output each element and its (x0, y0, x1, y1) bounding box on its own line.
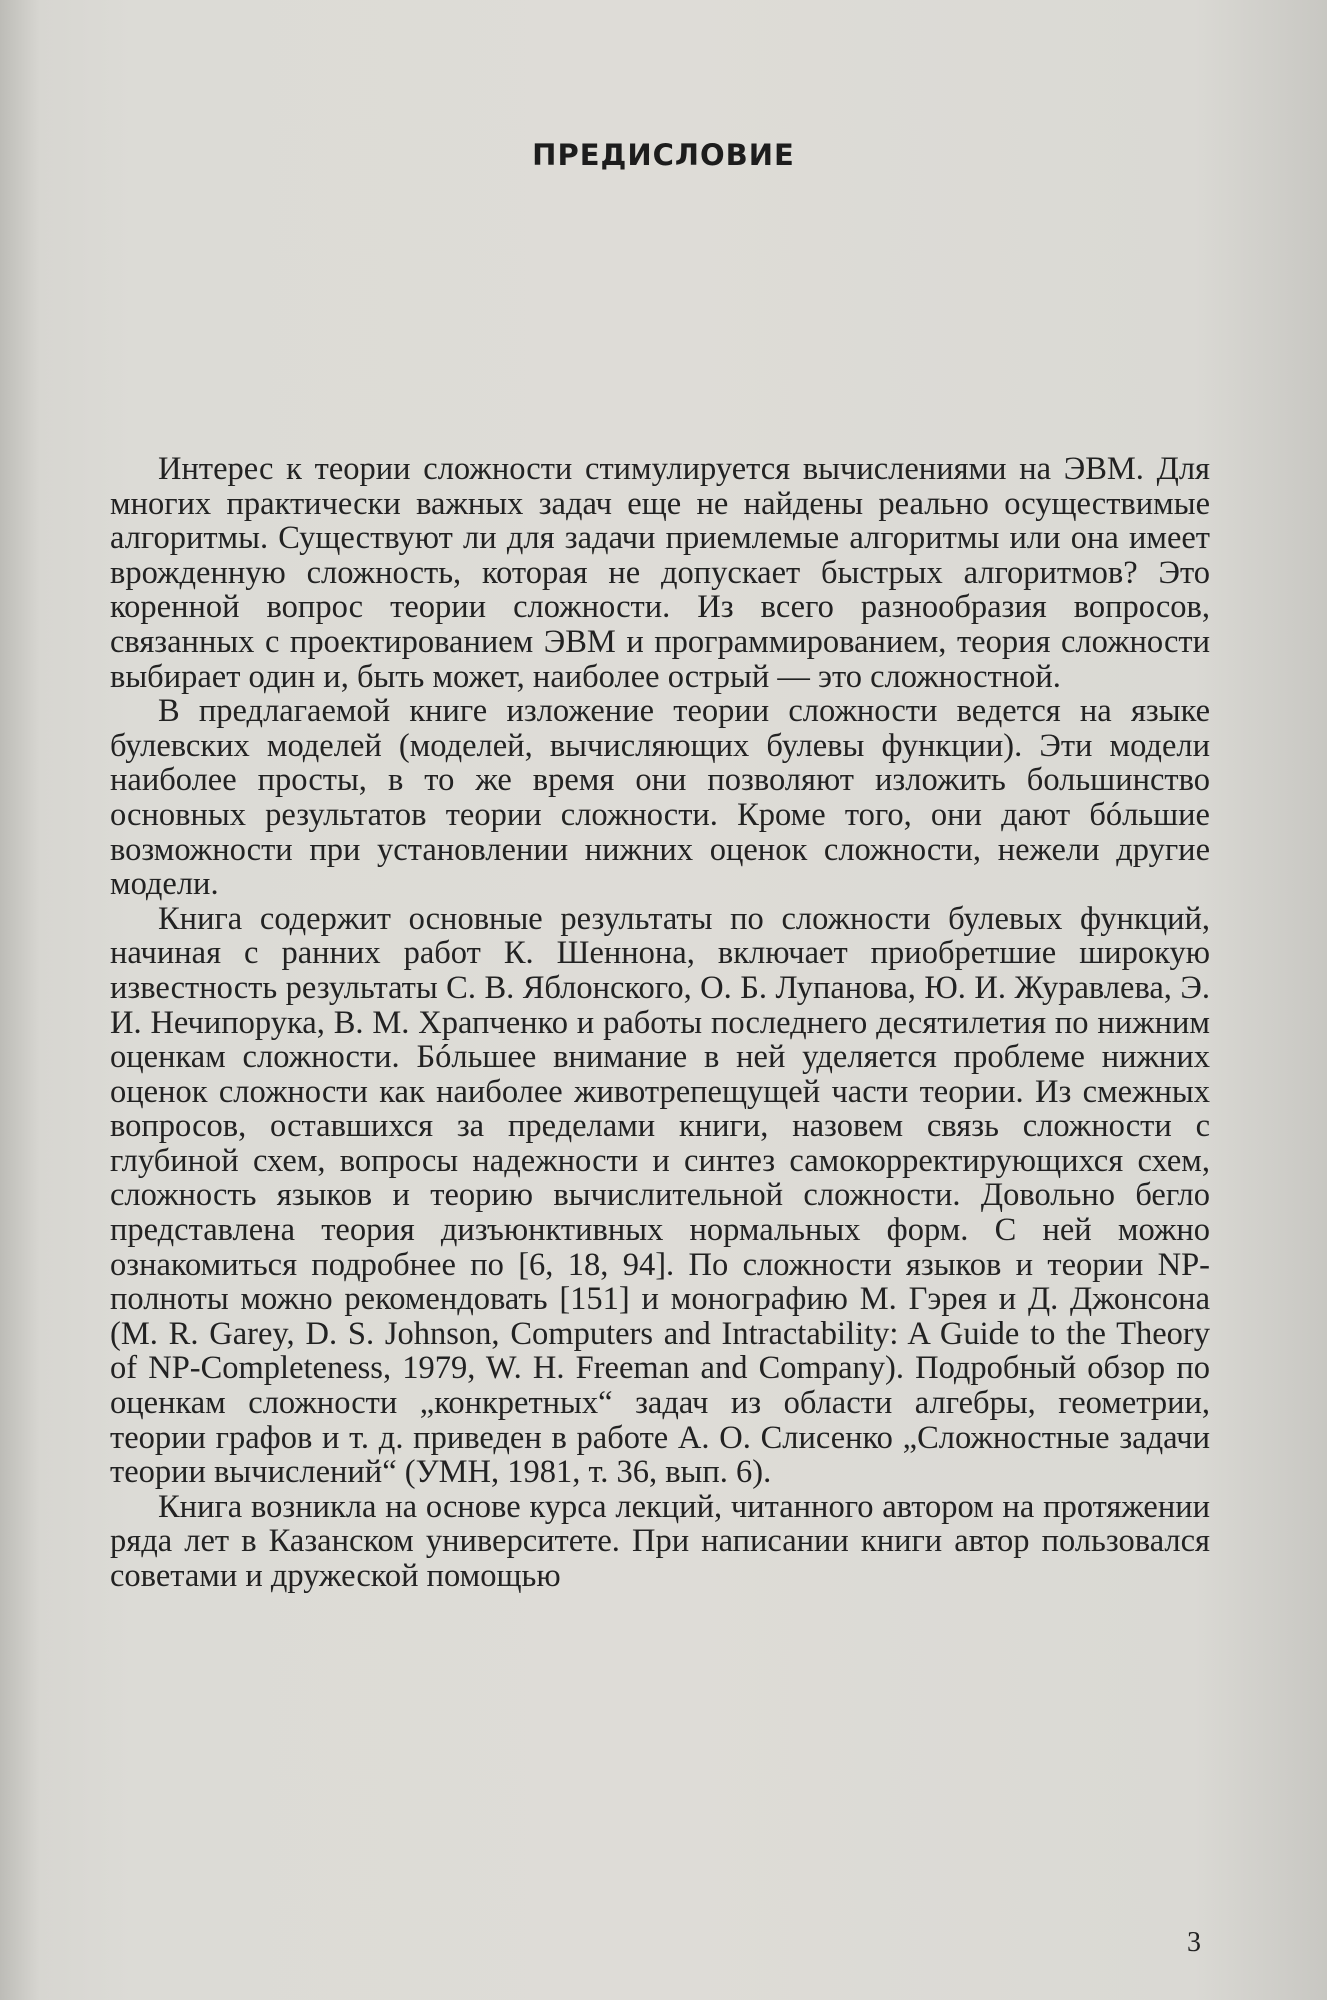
paragraph: Книга возникла на основе курса лекций, читанного автором на протяжении ряда лет в Казанском университете. При написании книги автор пользовался советами и дружеской помощью (110, 1488, 1210, 1594)
paragraph: Книга содержит основные результаты по сложности булевых функций, начиная с ранних работ К. Шеннона, включает приобретшие широкую известность результаты С. В. Яблонского, О. Б. Лупанова, Ю. И. Журавлева, Э. И. Нечипорука, В. М. Храпченко и работы последнего десятилетия по нижним оценкам сложности. Бóльшее внимание в ней уделяется проблеме нижних оценок сложности как наиболее животрепещущей части теории. Из смежных вопросов, оставшихся за пределами книги, назовем связь сложности с глубиной схем, вопросы надежности и синтез самокорректирующихся схем, сложность языков и теорию вычислительной сложности. Довольно бегло представлена теория дизъюнктивных нормальных форм. С ней можно ознакомиться подробнее по [6, 18, 94]. По сложности языков и теории NP-полноты можно рекомендовать [151] и монографию М. Гэрея и Д. Джонсона (M. R. Garey, D. S. Johnson, Computers and Intractability: A Guide to the Theory of NP-Completeness, 1979, W. H. Freeman and Company). Подробный обзор по оценкам сложности „конкретных“ задач из области алгебры, геометрии, теории графов и т. д. приведен в работе А. О. Слисенко „Сложностные задачи теории вычислений“ (УМН, 1981, т. 36, вып. 6). (110, 900, 1210, 1491)
page-title: ПРЕДИСЛОВИЕ (532, 138, 795, 172)
paragraph: Интерес к теории сложности стимулируется вычислениями на ЭВМ. Для многих практически важных задач еще не найдены реально осуществимые алгоритмы. Существуют ли для задачи приемлемые алгоритмы или она имеет врожденную сложность, которая не допускает быстрых алгоритмов? Это коренной вопрос теории сложности. Из всего разнообразия вопросов, связанных с проектированием ЭВМ и программированием, теория сложности выбирает один и, быть может, наиболее острый — это сложностной. (110, 451, 1210, 695)
body-text (110, 452, 1210, 1594)
paragraph: В предлагаемой книге изложение теории сложности ведется на языке булевских моделей (моделей, вычисляющих булевы функции). Эти модели наиболее просты, в то же время они позволяют изложить большинство основных результатов теории сложности. Кроме того, они дают бóльшие возможности при установлении нижних оценок сложности, нежели другие модели. (110, 693, 1210, 903)
page-number: 3 (1187, 1927, 1201, 1958)
